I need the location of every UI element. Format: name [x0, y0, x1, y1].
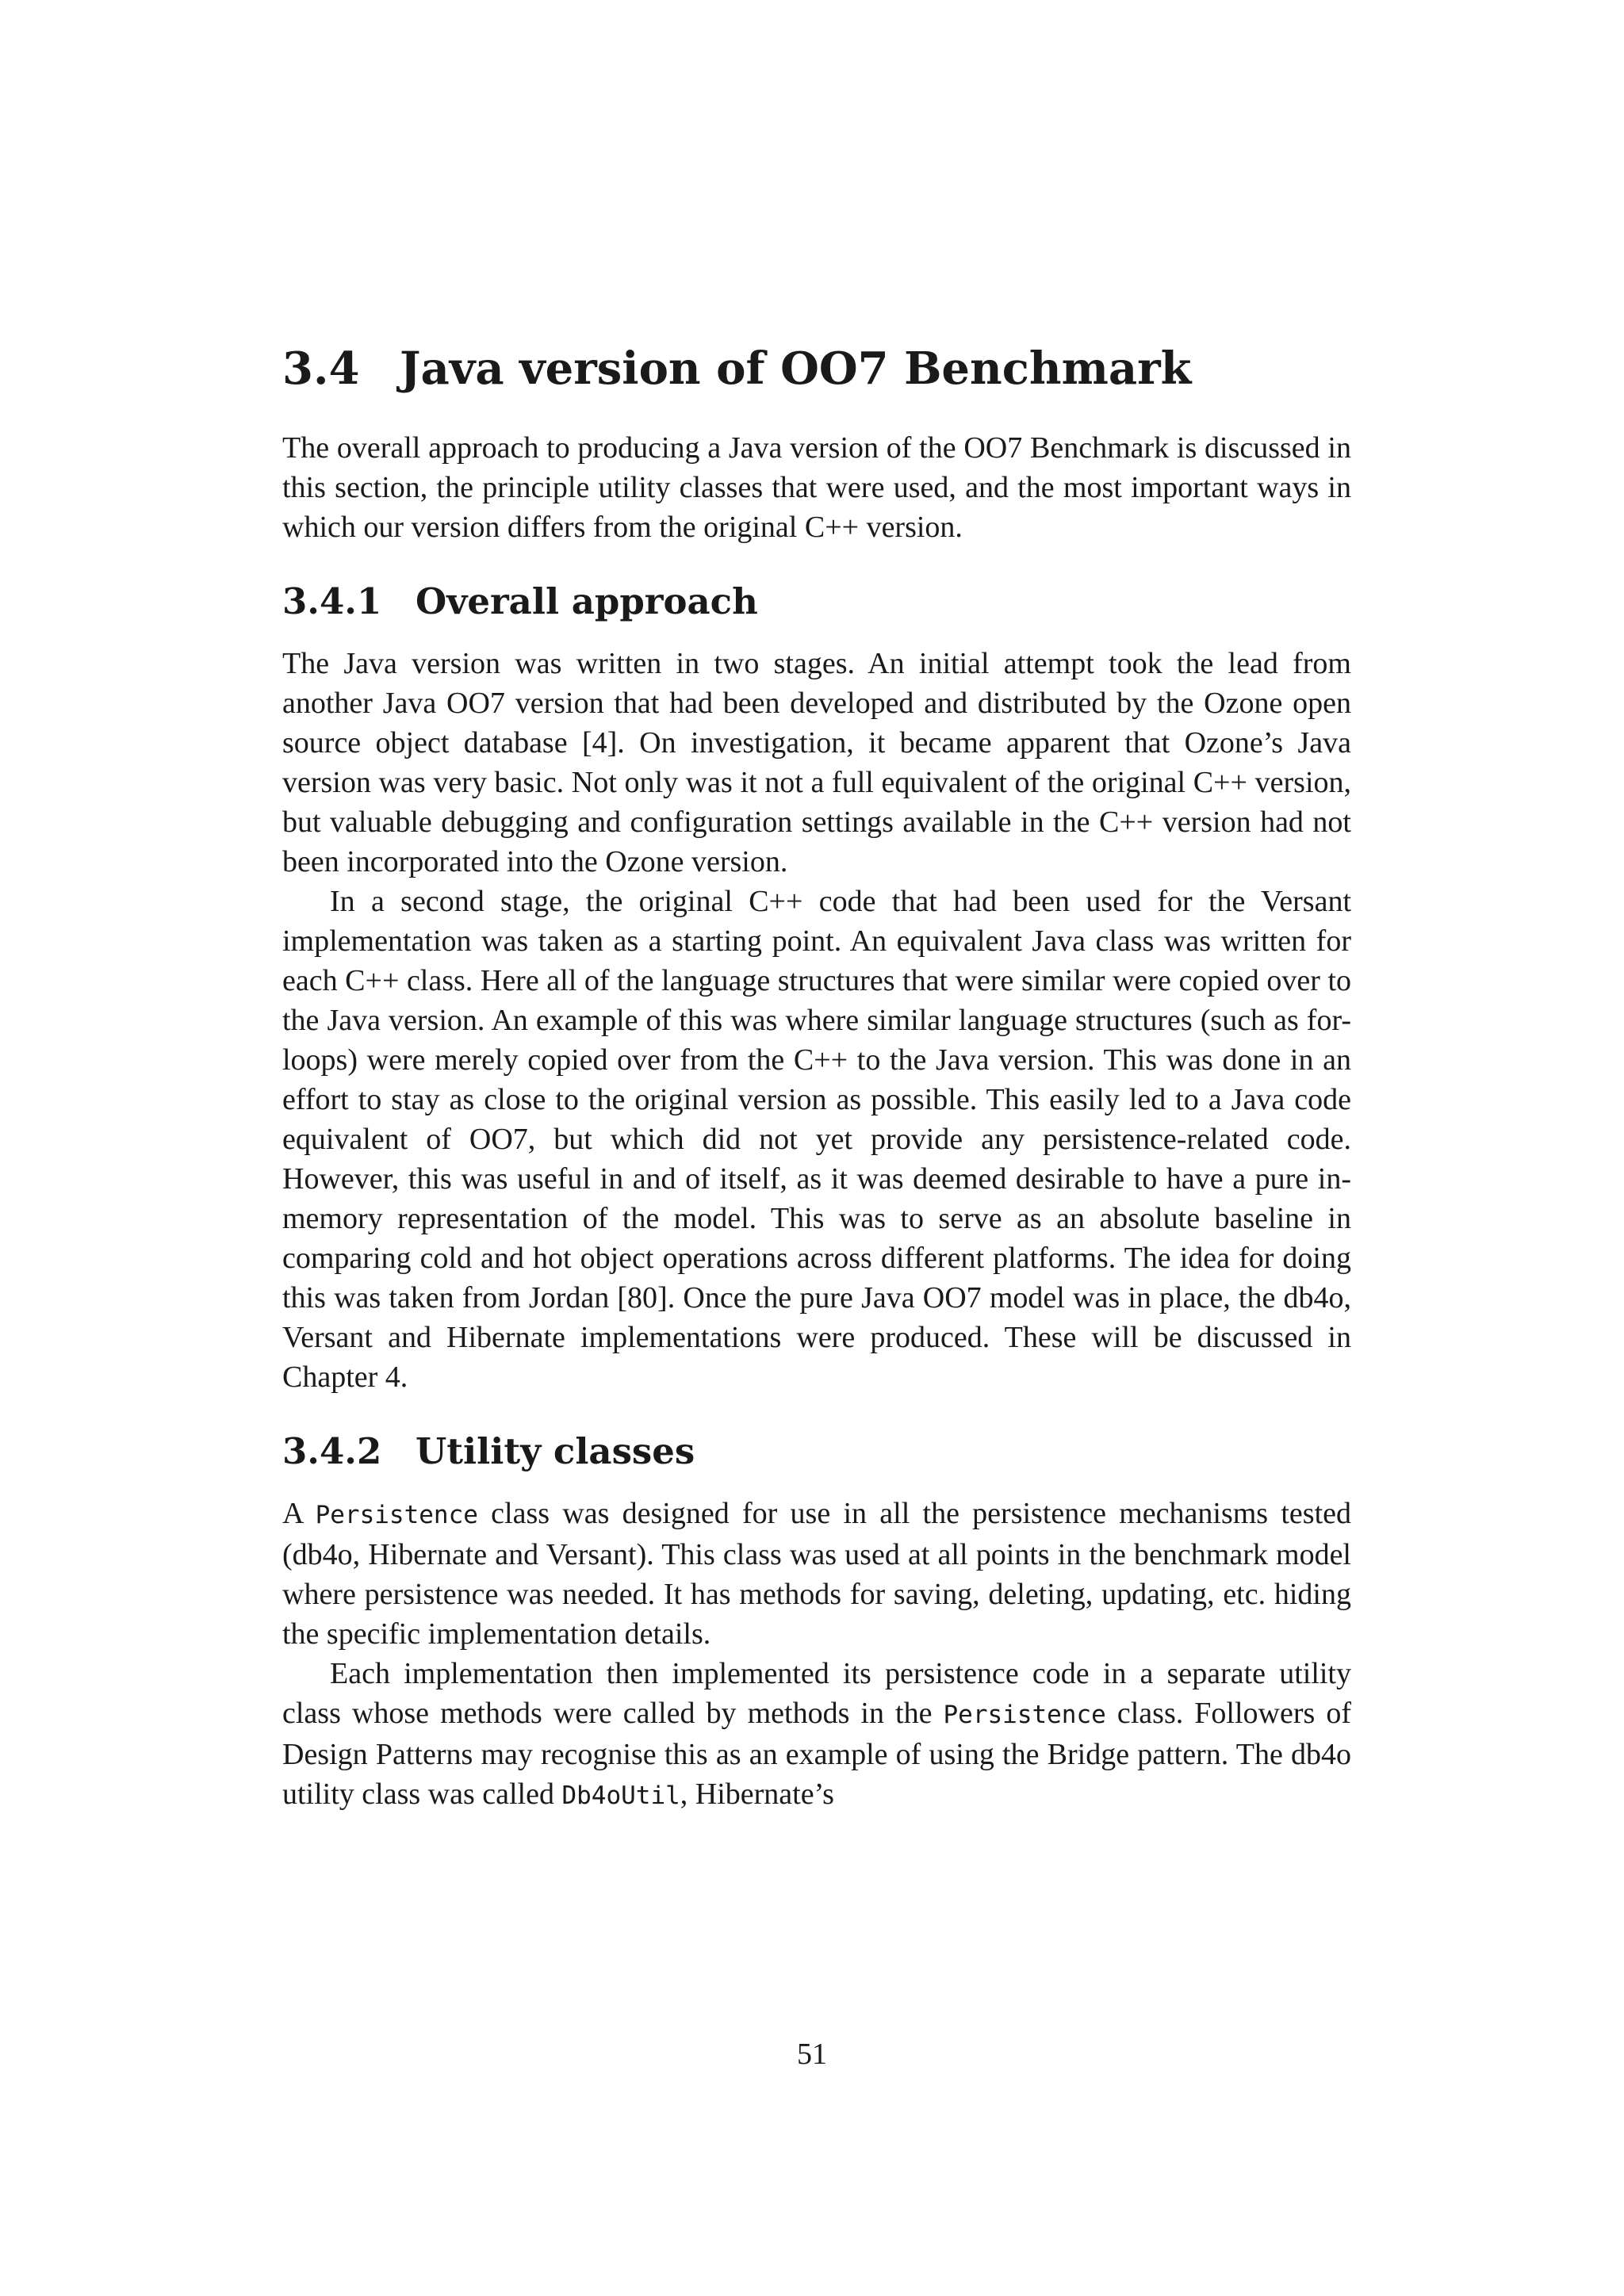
page-number: 51: [797, 2038, 827, 2071]
section-number: 3.4: [282, 342, 360, 395]
overall-approach-paragraph-1: The Java version was written in two stages. An initial attempt took the lead from another Java OO7 version that had been developed and distributed by the Ozone open source object database [4]. On investigation, it became apparent that Ozone’s Java version was very basic. Not only was it not a full equivalent of the original C++ version, but valuable debugging and configuration settings available in the C++ version had not been incorporated into the Ozone version.: [282, 647, 1351, 878]
subsection-title: Overall approach: [416, 580, 758, 622]
subsection-heading-utility-classes: [282, 1429, 1351, 1475]
subsection-title: Utility classes: [416, 1430, 695, 1472]
section-title: Java version of OO7 Benchmark: [400, 342, 1192, 395]
page-body: [282, 341, 1351, 1816]
text-run: class was designed for use in all the persistence mechanisms tested (db4o, Hibernate and Versant). This class was used at all points in the benchmark model where persistence was needed. It has methods for saving, deleting, updating, etc. hiding the specific implementation details.: [282, 1497, 1351, 1651]
section-intro-paragraph: The overall approach to producing a Java version of the OO7 Benchmark is discussed in this section, the principle utility classes that were used, and the most important ways in which our version differs from the original C++ version.: [282, 431, 1351, 544]
code-persistence: Persistence: [315, 1501, 478, 1529]
code-persistence: Persistence: [943, 1701, 1106, 1729]
overall-approach-paragraph-2: In a second stage, the original C++ code that had been used for the Versant implementation was taken as a starting point. An equivalent Java class was written for each C++ class. Here all of the language structures that were similar were copied over to the Java version. An example of this was where similar language structures (such as for-loops) were merely copied over from the C++ to the Java version. This was done in an effort to stay as close to the original version as possible. This easily led to a Java code equivalent of OO7, but which did not yet provide any persistence-related code. However, this was useful in and of itself, as it was deemed desirable to have a pure in-memory representation of the model. This was to serve as an absolute baseline in comparing cold and hot object operations across different platforms. The idea for doing this was taken from Jordan [80]. Once the pure Java OO7 model was in place, the db4o, Versant and Hibernate implementations were produced. These will be discussed in Chapter 4.: [282, 885, 1351, 1394]
utility-classes-paragraph-1: [282, 1494, 1351, 1654]
text-run: class. Followers of Design Patterns may recognise this as an example of using the Bridge pattern. The db4o utility class was called: [282, 1697, 1351, 1811]
subsection-number: 3.4.2: [282, 1430, 382, 1472]
text-run: , Hibernate’s: [680, 1777, 834, 1811]
code-db4outil: Db4oUtil: [561, 1781, 680, 1810]
utility-classes-paragraph-2: [282, 1654, 1351, 1816]
subsection-number: 3.4.1: [282, 580, 382, 622]
text-run: A: [282, 1497, 316, 1530]
subsection-heading-overall-approach: [282, 579, 1351, 625]
section-heading: [282, 341, 1351, 396]
text-run: Each implementation then implemented its persistence code in a separate utility class whose methods were called by methods in the: [282, 1657, 1351, 1730]
